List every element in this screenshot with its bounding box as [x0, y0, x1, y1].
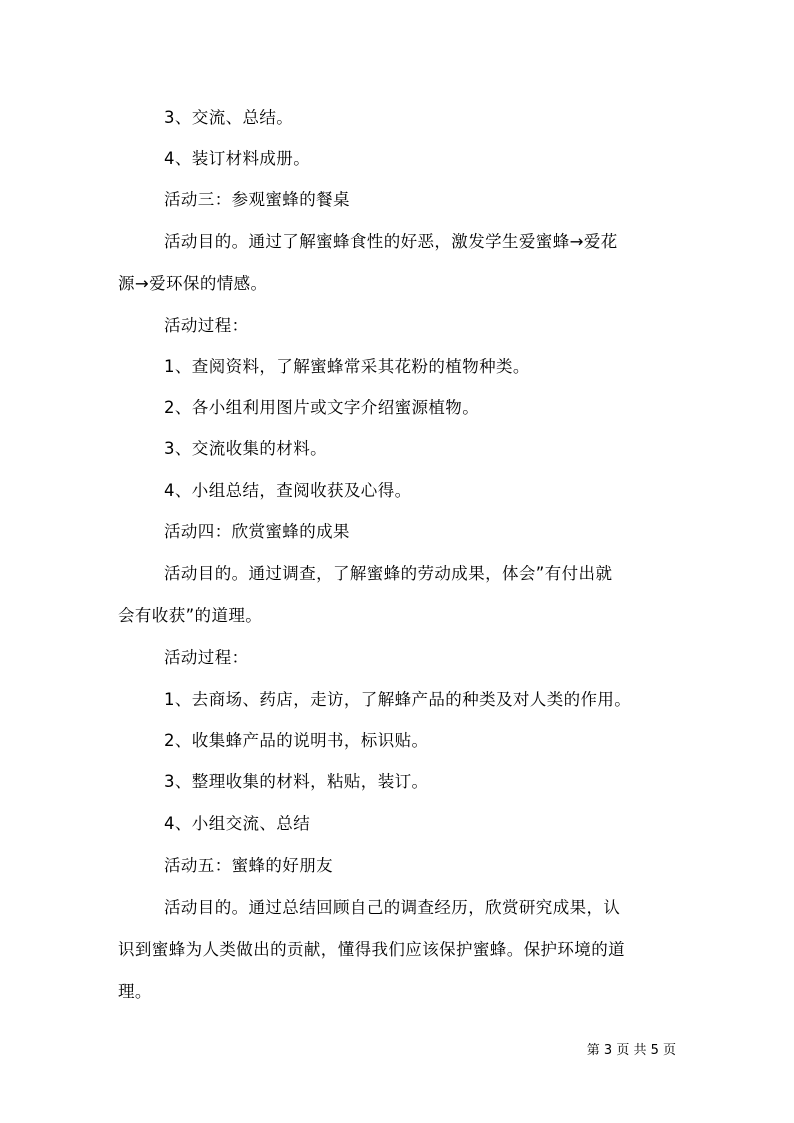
- text-line: 识到蜜蜂为人类做出的贡献，懂得我们应该保护蜜蜂。保护环境的道: [118, 940, 625, 959]
- section-heading: 活动五：蜜蜂的好朋友: [164, 856, 333, 875]
- text-line: 源→爱环保的情感。: [118, 274, 268, 293]
- text-line: 3、整理收集的材料，粘贴，装订。: [164, 772, 429, 791]
- text-line: 1、查阅资料，了解蜜蜂常采其花粉的植物种类。: [164, 357, 530, 376]
- text-line: 1、去商场、药店，走访，了解蜂产品的种类及对人类的作用。: [164, 690, 632, 709]
- text-line: 4、小组总结，查阅收获及心得。: [164, 481, 412, 500]
- page-number-footer: 第 3 页 共 5 页: [586, 1043, 676, 1058]
- text-line: 4、小组交流、总结: [164, 814, 311, 833]
- text-line: 活动目的。通过总结回顾自己的调查经历，欣赏研究成果，认: [164, 898, 621, 917]
- section-heading: 活动三：参观蜜蜂的餐桌: [164, 190, 350, 209]
- text-line: 活动过程：: [164, 316, 249, 335]
- text-line: 4、装订材料成册。: [164, 149, 311, 168]
- text-line: 3、交流、总结。: [164, 108, 294, 127]
- text-line: 活动目的。通过了解蜜蜂食性的好恶，激发学生爱蜜蜂→爱花: [164, 232, 618, 251]
- text-line: 3、交流收集的材料。: [164, 439, 327, 458]
- text-line: 会有收获”的道理。: [118, 606, 263, 625]
- text-line: 理。: [118, 982, 152, 1001]
- text-line: 活动过程：: [164, 648, 249, 667]
- text-line: 2、各小组利用图片或文字介绍蜜源植物。: [164, 398, 480, 417]
- text-line: 活动目的。通过调查，了解蜜蜂的劳动成果，体会”有付出就: [164, 564, 613, 583]
- text-line: 2、收集蜂产品的说明书，标识贴。: [164, 731, 429, 750]
- section-heading: 活动四：欣赏蜜蜂的成果: [164, 522, 350, 541]
